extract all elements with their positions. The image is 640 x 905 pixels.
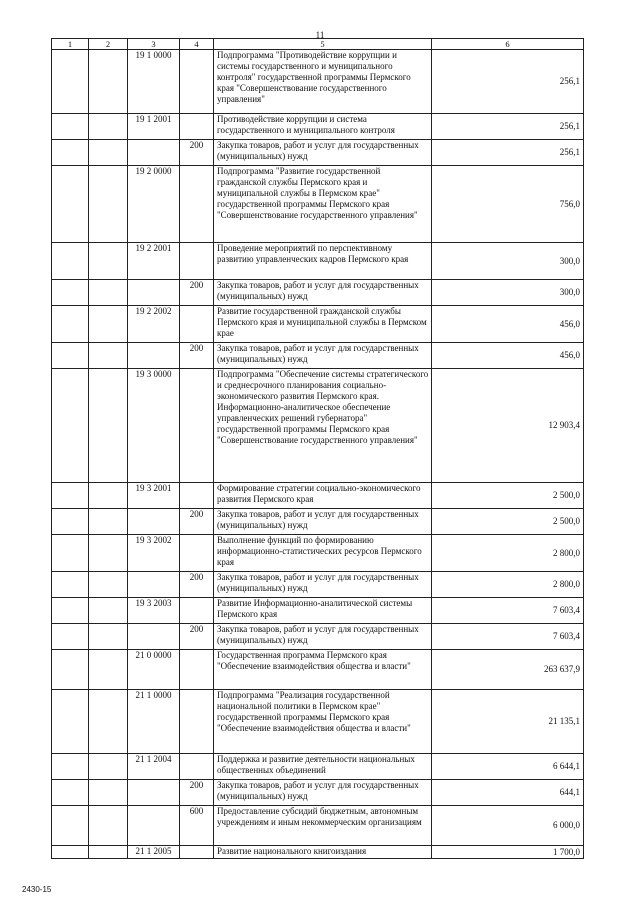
- item-name: Подпрограмма "Развитие государственной гражданской службы Пермского края и муниципальной службы в Пермском крае" государственной программы Пермского края "Совершенствование государственного управления": [214, 166, 432, 243]
- cell-col1: [52, 280, 89, 306]
- target-article-code: 19 3 0000: [128, 369, 180, 483]
- cell-col1: [52, 650, 89, 690]
- table-row: [52, 535, 584, 572]
- table-row: [52, 483, 584, 509]
- cell-col2: [89, 806, 128, 846]
- amount: 6 644,1: [432, 754, 584, 780]
- item-name: Закупка товаров, работ и услуг для государственных (муниципальных) нужд: [214, 572, 432, 598]
- column-header: 5: [214, 39, 432, 50]
- expense-type-code: 200: [180, 624, 214, 650]
- cell-col1: [52, 509, 89, 535]
- expense-type-code: 200: [180, 780, 214, 806]
- expense-type-code: [180, 166, 214, 243]
- expense-type-code: 200: [180, 280, 214, 306]
- item-name: Предоставление субсидий бюджетным, автономным учреждениям и иным некоммерческим организациям: [214, 806, 432, 846]
- cell-col1: [52, 806, 89, 846]
- expense-type-code: [180, 114, 214, 140]
- amount: 256,1: [432, 140, 584, 166]
- expense-type-code: [180, 690, 214, 754]
- target-article-code: 19 3 2001: [128, 483, 180, 509]
- target-article-code: [128, 280, 180, 306]
- column-header: 6: [432, 39, 584, 50]
- cell-col2: [89, 535, 128, 572]
- table-row: [52, 140, 584, 166]
- target-article-code: 19 2 2002: [128, 306, 180, 343]
- cell-col2: [89, 343, 128, 369]
- item-name: Закупка товаров, работ и услуг для государственных (муниципальных) нужд: [214, 140, 432, 166]
- item-name: Подпрограмма "Реализация государственной национальной политики в Пермском крае" государственной программы Пермского края "Обеспечение взаимодействия общества и власти": [214, 690, 432, 754]
- cell-col1: [52, 114, 89, 140]
- cell-col1: [52, 166, 89, 243]
- cell-col2: [89, 624, 128, 650]
- expense-type-code: 200: [180, 343, 214, 369]
- table-row: [52, 369, 584, 483]
- expense-type-code: [180, 846, 214, 859]
- table-row: [52, 650, 584, 690]
- cell-col2: [89, 572, 128, 598]
- cell-col1: [52, 369, 89, 483]
- item-name: Развитие национального книгоиздания: [214, 846, 432, 859]
- target-article-code: 19 1 2001: [128, 114, 180, 140]
- table-row: [52, 690, 584, 754]
- cell-col2: [89, 166, 128, 243]
- table-row: [52, 509, 584, 535]
- expense-type-code: [180, 243, 214, 280]
- table-row: [52, 572, 584, 598]
- expense-type-code: [180, 369, 214, 483]
- target-article-code: 21 1 2004: [128, 754, 180, 780]
- column-header: 4: [180, 39, 214, 50]
- table-row: [52, 114, 584, 140]
- expense-type-code: 600: [180, 806, 214, 846]
- cell-col1: [52, 343, 89, 369]
- cell-col2: [89, 140, 128, 166]
- cell-col1: [52, 846, 89, 859]
- target-article-code: [128, 140, 180, 166]
- amount: 456,0: [432, 343, 584, 369]
- item-name: Подпрограмма "Обеспечение системы стратегического и среднесрочного планирования социально-экономического развития Пермского края. Информационно-аналитическое обеспечение управленческих решений губернатора" государственной программы Пермского края "Совершенствование государственного управления": [214, 369, 432, 483]
- table-row: [52, 806, 584, 846]
- table-row: [52, 780, 584, 806]
- cell-col1: [52, 483, 89, 509]
- page-number: 11: [315, 30, 325, 40]
- amount: 2 500,0: [432, 483, 584, 509]
- cell-col2: [89, 114, 128, 140]
- amount: 21 135,1: [432, 690, 584, 754]
- cell-col2: [89, 280, 128, 306]
- item-name: Закупка товаров, работ и услуг для государственных (муниципальных) нужд: [214, 343, 432, 369]
- cell-col2: [89, 369, 128, 483]
- expense-type-code: 200: [180, 140, 214, 166]
- expense-type-code: 200: [180, 509, 214, 535]
- item-name: Закупка товаров, работ и услуг для государственных (муниципальных) нужд: [214, 624, 432, 650]
- target-article-code: [128, 572, 180, 598]
- target-article-code: 21 0 0000: [128, 650, 180, 690]
- expense-type-code: [180, 483, 214, 509]
- target-article-code: [128, 509, 180, 535]
- expense-type-code: [180, 650, 214, 690]
- item-name: Закупка товаров, работ и услуг для государственных (муниципальных) нужд: [214, 280, 432, 306]
- cell-col1: [52, 306, 89, 343]
- amount: 256,1: [432, 114, 584, 140]
- column-header: 2: [89, 39, 128, 50]
- cell-col1: [52, 690, 89, 754]
- item-name: Противодействие коррупции и система государственного и муниципального контроля: [214, 114, 432, 140]
- cell-col1: [52, 140, 89, 166]
- cell-col1: [52, 572, 89, 598]
- table-row: [52, 306, 584, 343]
- amount: 256,1: [432, 50, 584, 114]
- amount: 756,0: [432, 166, 584, 243]
- cell-col2: [89, 780, 128, 806]
- expense-type-code: [180, 598, 214, 624]
- amount: 263 637,9: [432, 650, 584, 690]
- column-header: 3: [128, 39, 180, 50]
- target-article-code: 21 1 2005: [128, 846, 180, 859]
- expense-type-code: [180, 306, 214, 343]
- cell-col2: [89, 50, 128, 114]
- cell-col1: [52, 780, 89, 806]
- target-article-code: 19 1 0000: [128, 50, 180, 114]
- target-article-code: [128, 780, 180, 806]
- amount: 2 800,0: [432, 572, 584, 598]
- column-header: 1: [52, 39, 89, 50]
- cell-col2: [89, 690, 128, 754]
- table-row: [52, 598, 584, 624]
- item-name: Проведение мероприятий по перспективному развитию управленческих кадров Пермского края: [214, 243, 432, 280]
- amount: 300,0: [432, 243, 584, 280]
- column-header-row: [52, 39, 584, 50]
- footer-code: 2430-15: [22, 885, 52, 894]
- table-row: [52, 846, 584, 859]
- amount: 7 603,4: [432, 624, 584, 650]
- target-article-code: [128, 806, 180, 846]
- item-name: Подпрограмма "Противодействие коррупции и системы государственного и муниципального контроля" государственной программы Пермского края "Совершенствование государственного управления": [214, 50, 432, 114]
- table-row: [52, 343, 584, 369]
- cell-col2: [89, 509, 128, 535]
- amount: 300,0: [432, 280, 584, 306]
- budget-table: [51, 38, 584, 859]
- amount: 7 603,4: [432, 598, 584, 624]
- amount: 12 903,4: [432, 369, 584, 483]
- amount: 2 500,0: [432, 509, 584, 535]
- target-article-code: [128, 624, 180, 650]
- target-article-code: 19 2 0000: [128, 166, 180, 243]
- amount: 456,0: [432, 306, 584, 343]
- amount: 1 700,0: [432, 846, 584, 859]
- target-article-code: 21 1 0000: [128, 690, 180, 754]
- cell-col1: [52, 598, 89, 624]
- cell-col1: [52, 243, 89, 280]
- expense-type-code: 200: [180, 572, 214, 598]
- cell-col2: [89, 598, 128, 624]
- cell-col1: [52, 535, 89, 572]
- target-article-code: 19 3 2003: [128, 598, 180, 624]
- item-name: Формирование стратегии социально-экономического развития Пермского края: [214, 483, 432, 509]
- target-article-code: [128, 343, 180, 369]
- cell-col2: [89, 306, 128, 343]
- table-row: [52, 166, 584, 243]
- table-row: [52, 754, 584, 780]
- cell-col2: [89, 650, 128, 690]
- cell-col1: [52, 50, 89, 114]
- cell-col1: [52, 624, 89, 650]
- expense-type-code: [180, 50, 214, 114]
- table-row: [52, 50, 584, 114]
- table-row: [52, 624, 584, 650]
- expense-type-code: [180, 535, 214, 572]
- item-name: Выполнение функций по формированию информационно-статистических ресурсов Пермского края: [214, 535, 432, 572]
- cell-col2: [89, 243, 128, 280]
- amount: 2 800,0: [432, 535, 584, 572]
- cell-col1: [52, 754, 89, 780]
- amount: 644,1: [432, 780, 584, 806]
- expense-type-code: [180, 754, 214, 780]
- item-name: Закупка товаров, работ и услуг для государственных (муниципальных) нужд: [214, 780, 432, 806]
- table-row: [52, 280, 584, 306]
- item-name: Развитие Информационно-аналитической системы Пермского края: [214, 598, 432, 624]
- table-row: [52, 243, 584, 280]
- cell-col2: [89, 754, 128, 780]
- amount: 6 000,0: [432, 806, 584, 846]
- cell-col2: [89, 483, 128, 509]
- target-article-code: 19 3 2002: [128, 535, 180, 572]
- cell-col2: [89, 846, 128, 859]
- target-article-code: 19 2 2001: [128, 243, 180, 280]
- item-name: Развитие государственной гражданской службы Пермского края и муниципальной службы в Пермском крае: [214, 306, 432, 343]
- item-name: Государственная программа Пермского края "Обеспечение взаимодействия общества и власти": [214, 650, 432, 690]
- item-name: Поддержка и развитие деятельности национальных общественных объединений: [214, 754, 432, 780]
- item-name: Закупка товаров, работ и услуг для государственных (муниципальных) нужд: [214, 509, 432, 535]
